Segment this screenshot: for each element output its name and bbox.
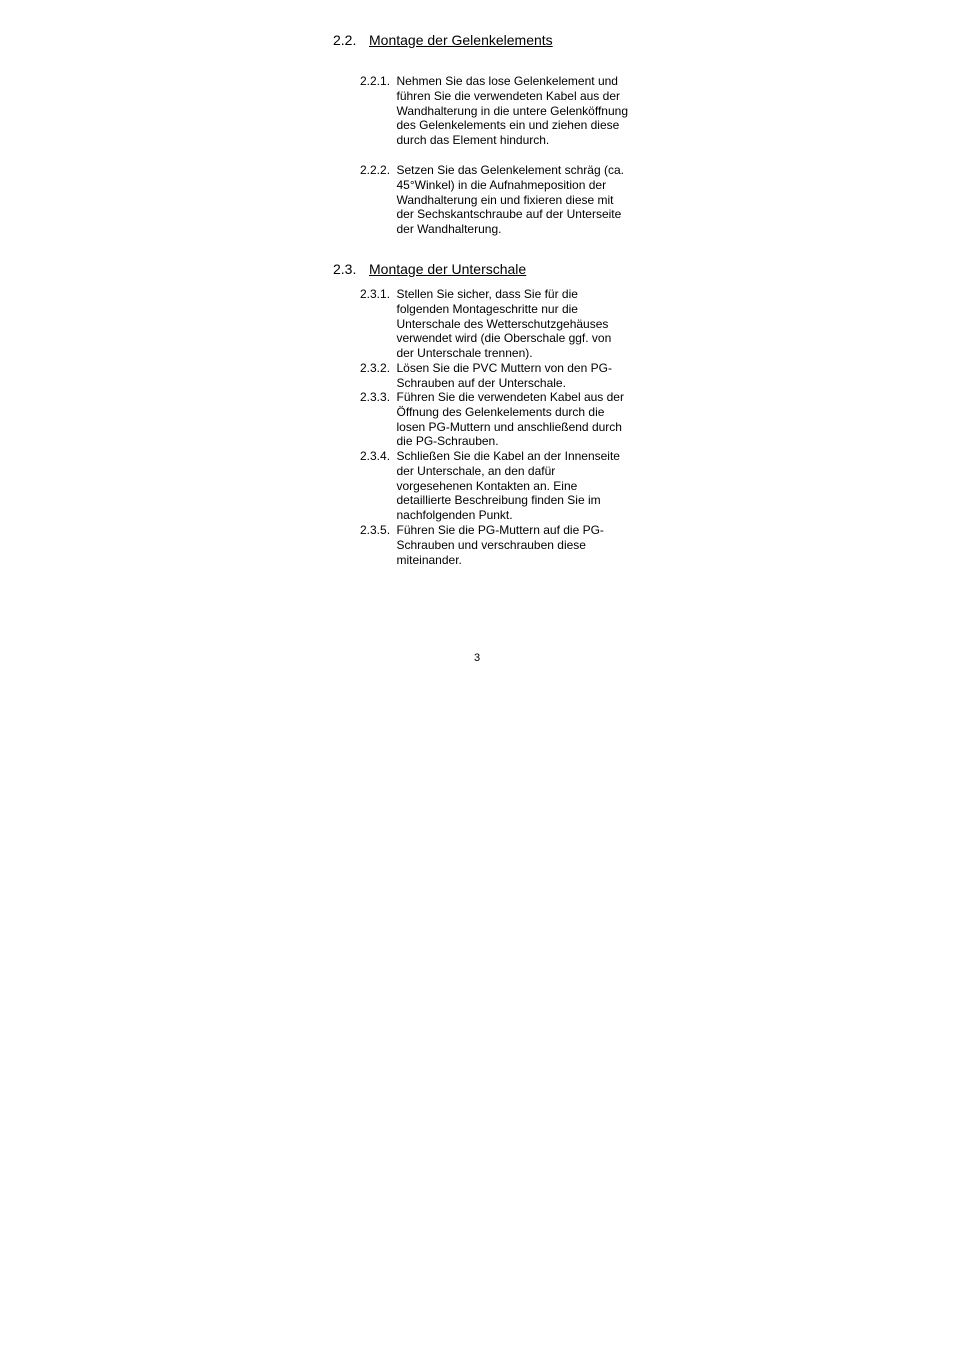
section-2-3 xyxy=(333,260,633,278)
section-number: 2.2. xyxy=(333,32,357,48)
item-text: Lösen Sie die PVC Muttern von den PG-Schrauben auf der Unterschale. xyxy=(396,361,612,390)
item-text: Stellen Sie sicher, dass Sie für die folgenden Montageschritte nur die Unterschale des Wetterschutzgehäuses verwendet wird (die Oberschale ggf. von der Unterschale trennen). xyxy=(396,287,612,361)
list-item-2-3-5 xyxy=(360,523,635,567)
section-2-2 xyxy=(333,31,633,49)
item-number: 2.3.5. xyxy=(360,523,391,537)
item-text: Führen Sie die PG-Muttern auf die PG-Schrauben und verschrauben diese miteinander. xyxy=(396,523,604,567)
item-number: 2.2.1. xyxy=(360,74,391,88)
list-item-2-3-3 xyxy=(360,390,635,449)
section-heading xyxy=(333,260,633,278)
list-item-2-2-2 xyxy=(360,163,635,237)
item-number: 2.3.4. xyxy=(360,449,391,463)
item-number: 2.3.1. xyxy=(360,287,391,301)
list-item-2-2-1 xyxy=(360,74,635,148)
item-text: Nehmen Sie das lose Gelenkelement und führen Sie die verwendeten Kabel aus der Wandhalterung in die untere Gelenköffnung des Gelenkelements ein und ziehen diese durch das Element hindurch. xyxy=(396,74,628,148)
section-number: 2.3. xyxy=(333,261,357,277)
item-text: Führen Sie die verwendeten Kabel aus der Öffnung des Gelenkelements durch die losen PG-Muttern und anschließend durch die PG-Schrauben. xyxy=(396,390,624,449)
list-item-2-3-1 xyxy=(360,287,635,361)
item-number: 2.2.2. xyxy=(360,163,391,177)
list-item-2-3-4 xyxy=(360,449,635,523)
item-number: 2.3.3. xyxy=(360,390,391,404)
list-item-2-3-2 xyxy=(360,361,635,391)
page-number: 3 xyxy=(473,652,481,664)
section-title: Montage der Gelenkelements xyxy=(369,32,553,48)
section-heading xyxy=(333,31,633,49)
section-title: Montage der Unterschale xyxy=(369,261,527,277)
item-text: Schließen Sie die Kabel an der Innenseite der Unterschale, an den dafür vorgesehenen Kontakten an. Eine detaillierte Beschreibung finden Sie im nachfolgenden Punkt. xyxy=(396,449,620,523)
item-number: 2.3.2. xyxy=(360,361,391,375)
item-text: Setzen Sie das Gelenkelement schräg (ca. 45°Winkel) in die Aufnahmeposition der Wandhalterung ein und fixieren diese mit der Sechskantschraube auf der Unterseite der Wandhalterung. xyxy=(396,163,624,237)
